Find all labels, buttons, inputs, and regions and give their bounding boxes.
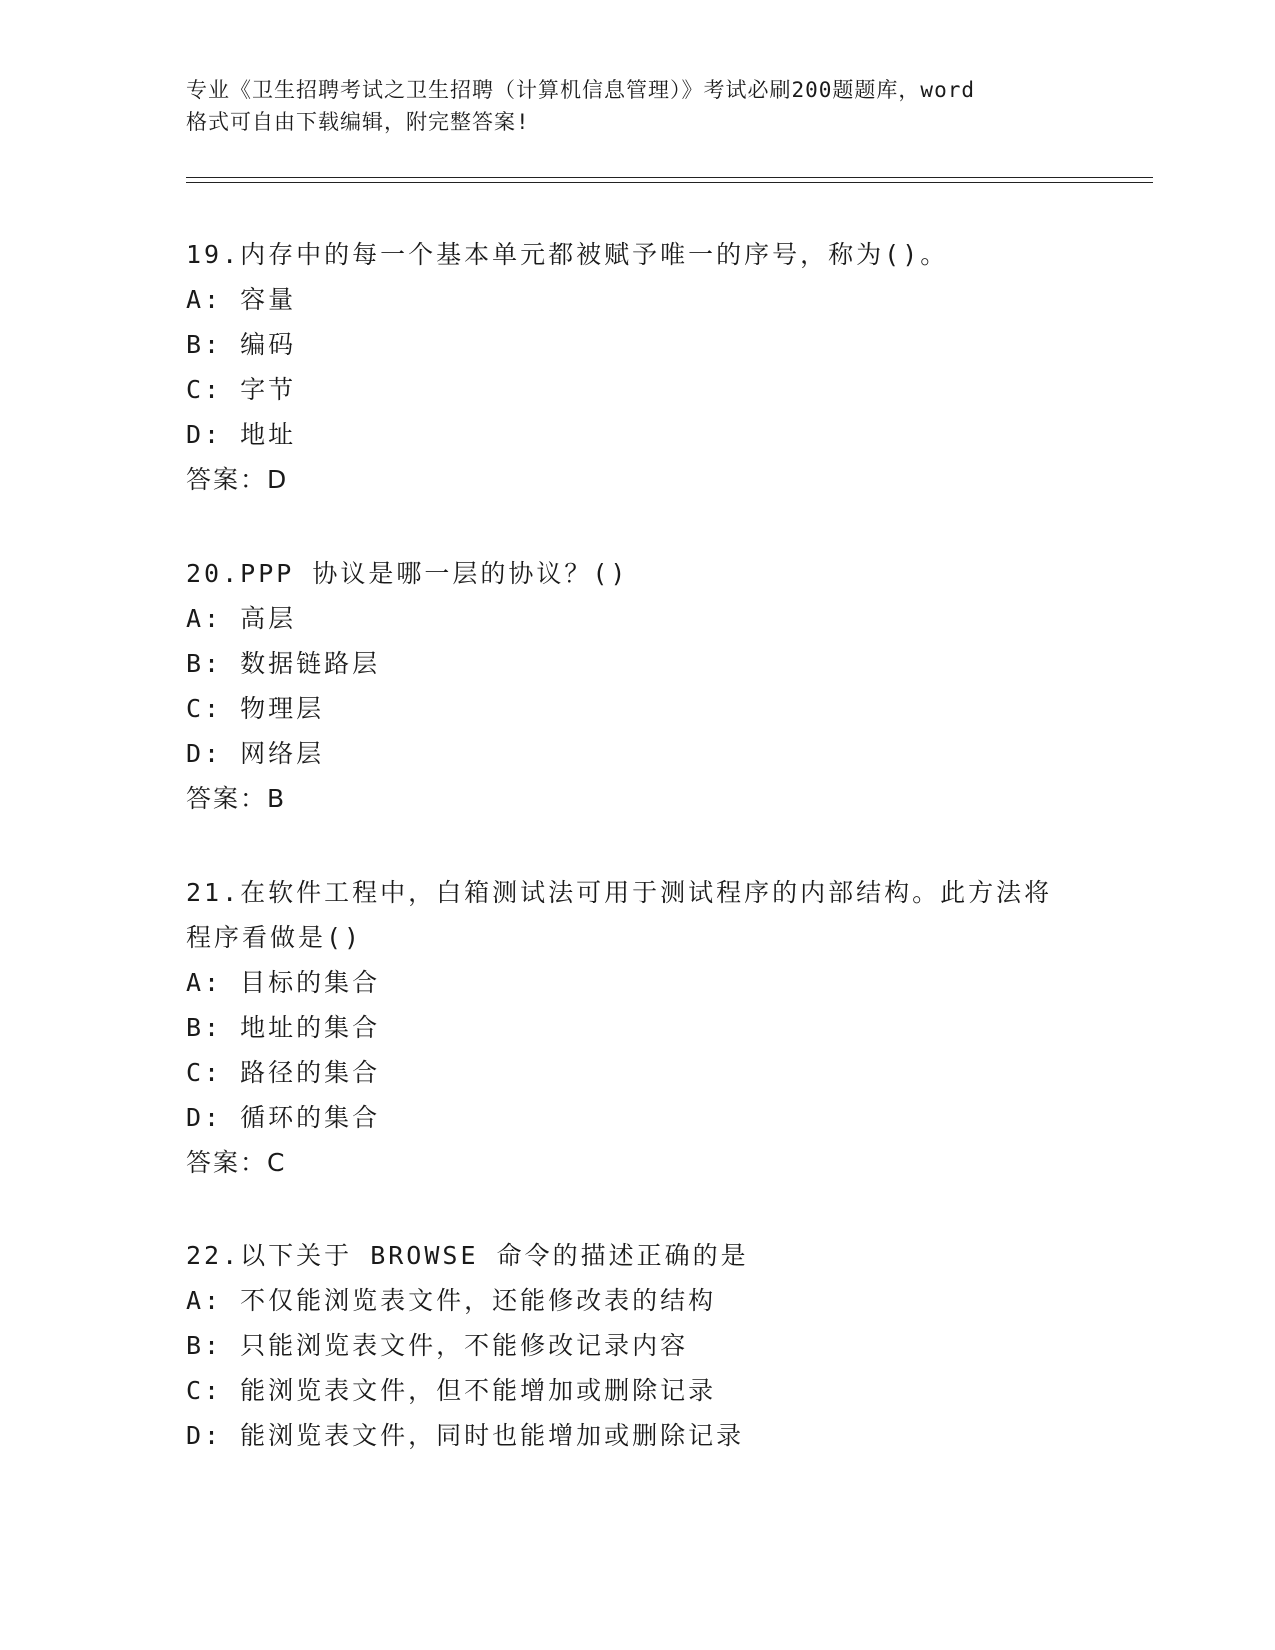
header-divider-bottom	[186, 182, 1153, 183]
document-header	[186, 74, 1086, 138]
option-b: B: 编码	[186, 330, 297, 359]
question-stem: 22.以下关于 BROWSE 命令的描述正确的是	[186, 1241, 749, 1270]
option-c: C: 字节	[186, 375, 297, 404]
option-c: C: 路径的集合	[186, 1058, 381, 1087]
question-21	[186, 870, 1086, 1185]
question-20	[186, 551, 1086, 821]
option-a: A: 容量	[186, 285, 297, 314]
question-stem: 20.PPP 协议是哪一层的协议？()	[186, 559, 629, 588]
option-d: D: 网络层	[186, 739, 325, 768]
answer: 答案：D	[186, 465, 289, 494]
option-b: B: 只能浏览表文件，不能修改记录内容	[186, 1331, 689, 1360]
question-19	[186, 232, 1086, 502]
option-a: A: 不仅能浏览表文件，还能修改表的结构	[186, 1286, 717, 1315]
option-d: D: 循环的集合	[186, 1103, 381, 1132]
header-line-1: 专业《卫生招聘考试之卫生招聘（计算机信息管理）》考试必刷200题题库，word	[186, 78, 975, 102]
answer: 答案：C	[186, 1148, 287, 1177]
header-line-2: 格式可自由下载编辑，附完整答案!	[186, 110, 530, 134]
header-divider-top	[186, 177, 1153, 178]
option-c: C: 物理层	[186, 694, 325, 723]
option-d: D: 地址	[186, 420, 297, 449]
question-22	[186, 1233, 1086, 1458]
option-b: B: 地址的集合	[186, 1013, 381, 1042]
option-b: B: 数据链路层	[186, 649, 381, 678]
question-stem: 21.在软件工程中，白箱测试法可用于测试程序的内部结构。此方法将	[186, 878, 1053, 907]
option-d: D: 能浏览表文件，同时也能增加或删除记录	[186, 1421, 745, 1450]
option-a: A: 目标的集合	[186, 968, 381, 997]
option-a: A: 高层	[186, 604, 297, 633]
question-stem-continued: 程序看做是()	[186, 923, 363, 952]
question-stem: 19.内存中的每一个基本单元都被赋予唯一的序号，称为()。	[186, 240, 949, 269]
answer: 答案：B	[186, 784, 287, 813]
option-c: C: 能浏览表文件，但不能增加或删除记录	[186, 1376, 717, 1405]
